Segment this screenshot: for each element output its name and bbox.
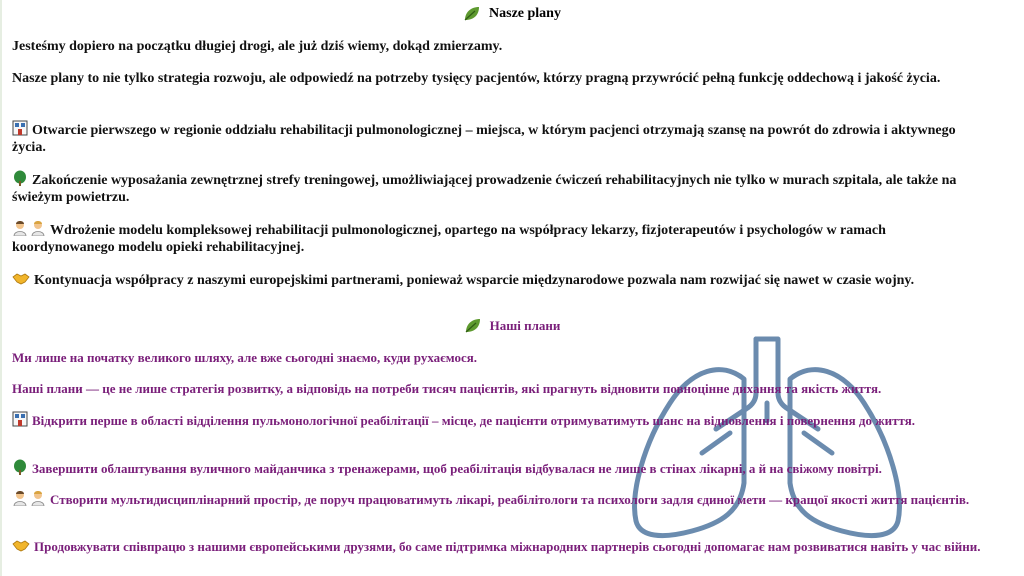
ukrainian-lead: Наші плани — це не лише стратегія розвитку, а відповідь на потреби тисяч пацієнтів, які прагнуть відновити повноцінне дихання та якість життя. <box>12 381 882 396</box>
ukrainian-item-3-text: Створити мультидисциплінарний простір, де поруч працюватимуть лікарі, реабілітологи та психологи задля єдиної мети — кращої якості життя пацієнтів. <box>50 492 970 507</box>
polish-section-title <box>12 6 1012 22</box>
ukrainian-section-title <box>12 318 1012 334</box>
leaf-icon <box>463 6 481 22</box>
ukrainian-item-3 <box>12 490 992 508</box>
page-left-border <box>0 0 2 576</box>
polish-item-3 <box>12 220 992 256</box>
ukrainian-item-1-text: Відкрити перше в області відділення пульмонологічної реабілітації – місце, де пацієнти отримуватимуть шанс на відновлення і повернення до життя. <box>32 413 916 428</box>
polish-item-1 <box>12 120 992 156</box>
ukrainian-intro: Ми лише на початку великого шляху, але вже сьогодні знаємо, куди рухаємося. <box>12 350 478 365</box>
polish-item-2 <box>12 170 992 206</box>
tree-icon <box>12 170 28 186</box>
leaf-icon <box>464 318 482 334</box>
ukrainian-title-text: Наші плани <box>489 318 561 333</box>
polish-item-2-text: Zakończenie wyposażania zewnętrznej strefy treningowej, umożliwiającej prowadzenie ćwiczeń rehabilitacyjnych nie tylko w murach szpitala, ale także na świeżym powietrzu. <box>12 173 957 205</box>
document-page <box>12 0 1012 576</box>
hospital-icon <box>12 411 28 427</box>
polish-lead: Nasze plany to nie tylko strategia rozwoju, ale odpowiedź na potrzeby tysięcy pacjentów, którzy pragną przywrócić pełną funkcję oddechową i jakość życia. <box>12 71 941 86</box>
polish-item-3-text: Wdrożenie modelu kompleksowej rehabilitacji pulmonologicznej, opartego na współpracy lekarzy, fizjoterapeutów i psychologów w ramach koordynowanego modelu opieki rehabilitacyjnej. <box>12 223 886 255</box>
handshake-icon <box>12 270 30 286</box>
handshake-icon <box>12 537 30 553</box>
polish-intro: Jesteśmy dopiero na początku długiej drogi, ale już dziś wiemy, dokąd zmierzamy. <box>12 39 503 54</box>
ukrainian-item-2 <box>12 459 992 477</box>
ukrainian-item-2-text: Завершити облаштування вуличного майданчика з тренажерами, щоб реабілітація відбувалася не лише в стінах лікарні, а й на свіжому повітрі. <box>32 461 882 476</box>
hospital-icon <box>12 120 28 136</box>
health-workers-icon <box>12 490 46 506</box>
tree-icon <box>12 459 28 475</box>
polish-item-1-text: Otwarcie pierwszego w regionie oddziału rehabilitacji pulmonologicznej – miejsca, w którym pacjenci otrzymają szansę na powrót do zdrowia i aktywnego życia. <box>12 123 956 155</box>
health-workers-icon <box>12 220 46 236</box>
polish-item-4-text: Kontynuacja współpracy z naszymi europejskimi partnerami, ponieważ wsparcie międzynarodowe pozwala nam rozwijać się nawet w czasie wojny. <box>34 273 915 288</box>
polish-title-text: Nasze plany <box>489 6 561 21</box>
ukrainian-item-1 <box>12 411 992 429</box>
polish-item-4 <box>12 270 992 289</box>
ukrainian-item-4 <box>12 537 992 555</box>
ukrainian-item-4-text: Продовжувати співпрацю з нашими європейськими друзями, бо саме підтримка міжнародних партнерів сьогодні допомагає нам розвиватися навіть у час війни. <box>34 539 981 554</box>
